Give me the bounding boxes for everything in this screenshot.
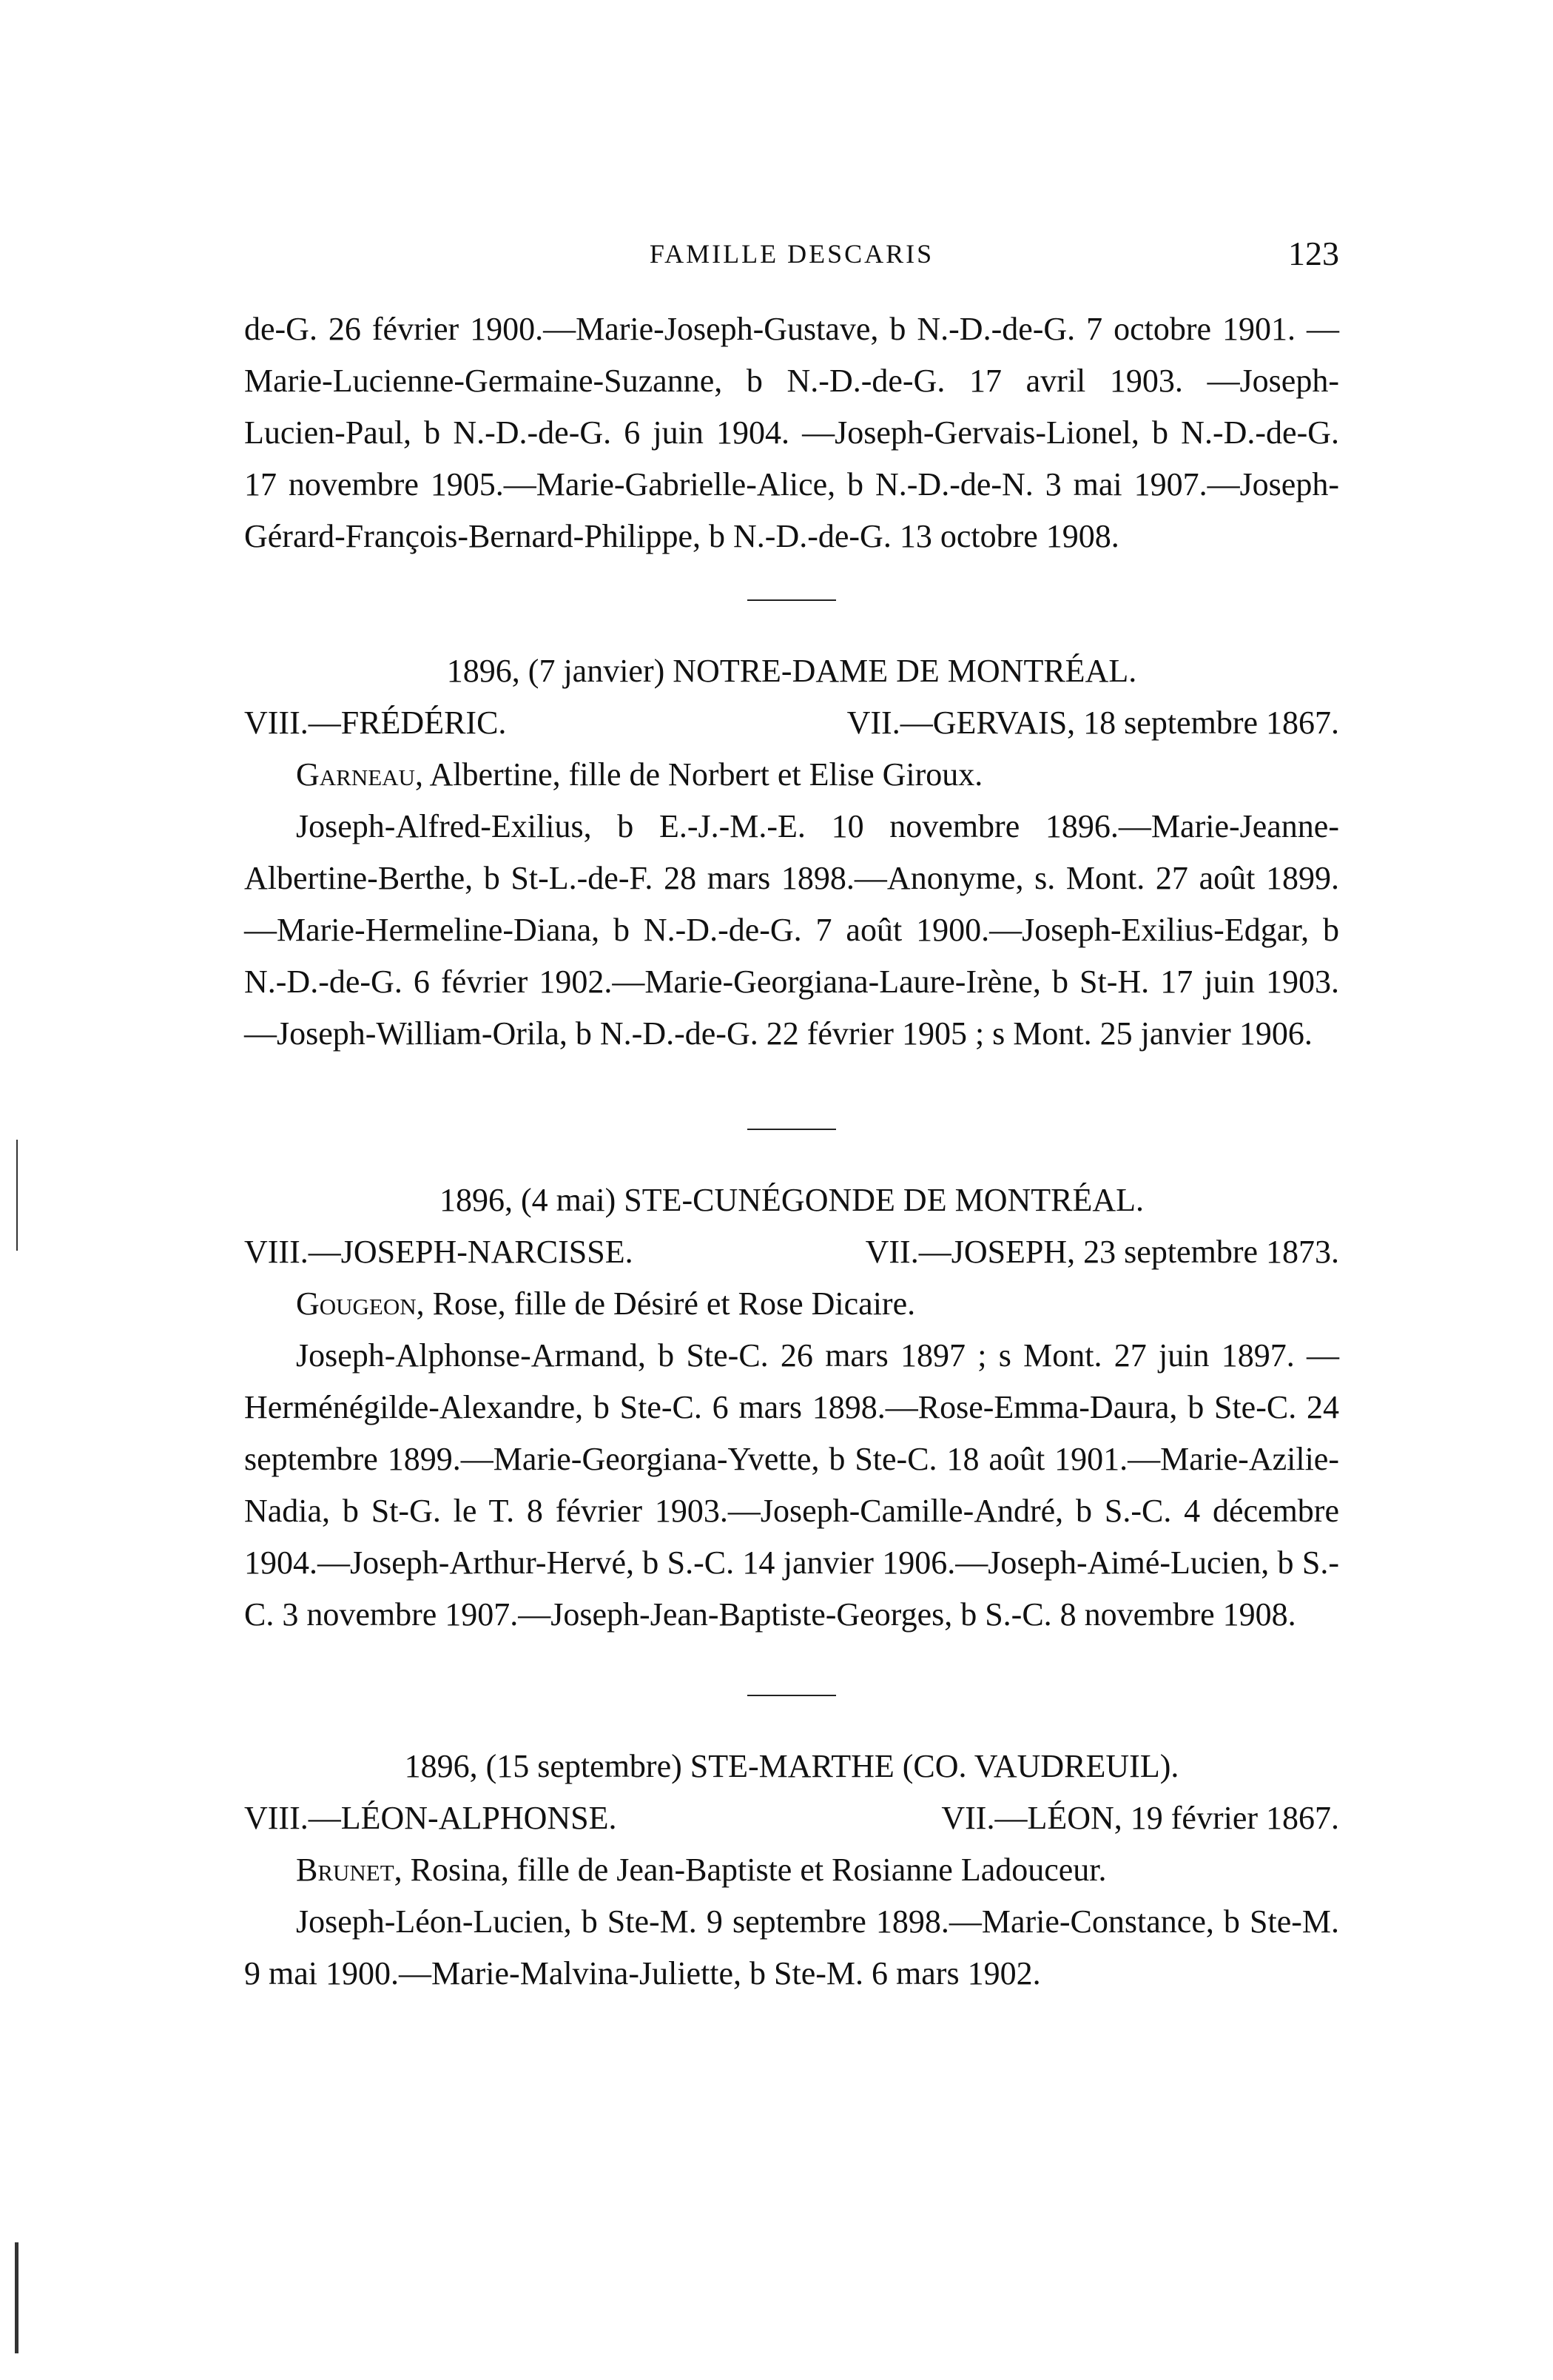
spouse-details: , Rose, fille de Désiré et Rose Dicaire. <box>416 1285 916 1322</box>
children-paragraph: Joseph-Alphonse-Armand, b Ste-C. 26 mars 1897 ; s Mont. 27 juin 1897. —Herménégilde-Alexandre, b Ste-C. 6 mars 1898.—Rose-Emma-Daura, b Ste-C. 24 septembre 1899.—Marie-Georgiana-Yvette, b Ste-C. 18 août 1901.—Marie-Azilie-Nadia, b St-G. le T. 8 février 1903.—Joseph-Camille-André, b S.-C. 4 décembre 1904.—Joseph-Arthur-Hervé, b S.-C. 14 janvier 1906.—Joseph-Aimé-Lucien, b S.-C. 3 novembre 1907.—Joseph-Jean-Baptiste-Georges, b S.-C. 8 novembre 1908. <box>244 1337 1339 1633</box>
section-heading: 1896, (7 janvier) NOTRE-DAME DE MONTRÉAL. <box>446 653 1137 689</box>
spouse-surname: Gougeon <box>296 1285 417 1322</box>
spouse-line <box>244 1278 1339 1330</box>
generation-left: VIII.—LÉON-ALPHONSE. <box>244 1800 617 1836</box>
spouse-details: , Rosina, fille de Jean-Baptiste et Rosianne Ladouceur. <box>394 1852 1107 1888</box>
intro-paragraph: de-G. 26 février 1900.—Marie-Joseph-Gustave, b N.-D.-de-G. 7 octobre 1901. — Marie-Lucienne-Germaine-Suzanne, b N.-D.-de-G. 17 avril 1903. —Joseph-Lucien-Paul, b N.-D.-de-G. 6 juin 1904. —Joseph-Gervais-Lionel, b N.-D.-de-G. 17 novembre 1905.—Marie-Gabrielle-Alice, b N.-D.-de-N. 3 mai 1907.—Joseph-Gérard-François-Bernard-Philippe, b N.-D.-de-G. 13 octobre 1908. <box>244 311 1339 554</box>
section-divider <box>747 599 836 601</box>
generation-right: VII.—LÉON, 19 février 1867. <box>941 1800 1339 1836</box>
spouse-line <box>244 1844 1339 1896</box>
section-notre-dame <box>244 599 1339 1060</box>
section-divider <box>747 1129 836 1130</box>
spouse-surname: Garneau <box>296 756 415 793</box>
scan-margin-mark <box>16 1140 18 1251</box>
page-number: 123 <box>1288 235 1339 272</box>
section-heading: 1896, (4 mai) STE-CUNÉGONDE DE MONTRÉAL. <box>439 1182 1144 1218</box>
intro-block <box>244 303 1339 562</box>
spouse-line <box>244 749 1339 801</box>
scan-margin-mark <box>15 2242 18 2353</box>
generation-right: VII.—GERVAIS, 18 septembre 1867. <box>846 705 1339 741</box>
generation-right: VII.—JOSEPH, 23 septembre 1873. <box>865 1234 1339 1270</box>
spouse-details: , Albertine, fille de Norbert et Elise Giroux. <box>414 756 983 793</box>
generation-left: VIII.—FRÉDÉRIC. <box>244 705 507 741</box>
section-divider <box>747 1695 836 1696</box>
running-head <box>244 235 1339 283</box>
spouse-surname: Brunet <box>296 1852 394 1888</box>
children-paragraph: Joseph-Léon-Lucien, b Ste-M. 9 septembre 1898.—Marie-Constance, b Ste-M. 9 mai 1900.—Marie-Malvina-Juliette, b Ste-M. 6 mars 1902. <box>244 1903 1339 1991</box>
generation-left: VIII.—JOSEPH-NARCISSE. <box>244 1234 633 1270</box>
generation-line <box>244 697 1339 749</box>
running-head-title: FAMILLE DESCARIS <box>649 239 934 269</box>
section-ste-cunegonde <box>244 1129 1339 1641</box>
generation-line <box>244 1792 1339 1844</box>
section-heading: 1896, (15 septembre) STE-MARTHE (CO. VAUDREUIL). <box>404 1748 1179 1784</box>
section-ste-marthe <box>244 1695 1339 2000</box>
generation-line <box>244 1226 1339 1278</box>
children-paragraph: Joseph-Alfred-Exilius, b E.-J.-M.-E. 10 novembre 1896.—Marie-Jeanne-Albertine-Berthe, b St-L.-de-F. 28 mars 1898.—Anonyme, s. Mont. 27 août 1899.—Marie-Hermeline-Diana, b N.-D.-de-G. 7 août 1900.—Joseph-Exilius-Edgar, b N.-D.-de-G. 6 février 1902.—Marie-Georgiana-Laure-Irène, b St-H. 17 juin 1903.—Joseph-William-Orila, b N.-D.-de-G. 22 février 1905 ; s Mont. 25 janvier 1906. <box>244 808 1339 1052</box>
